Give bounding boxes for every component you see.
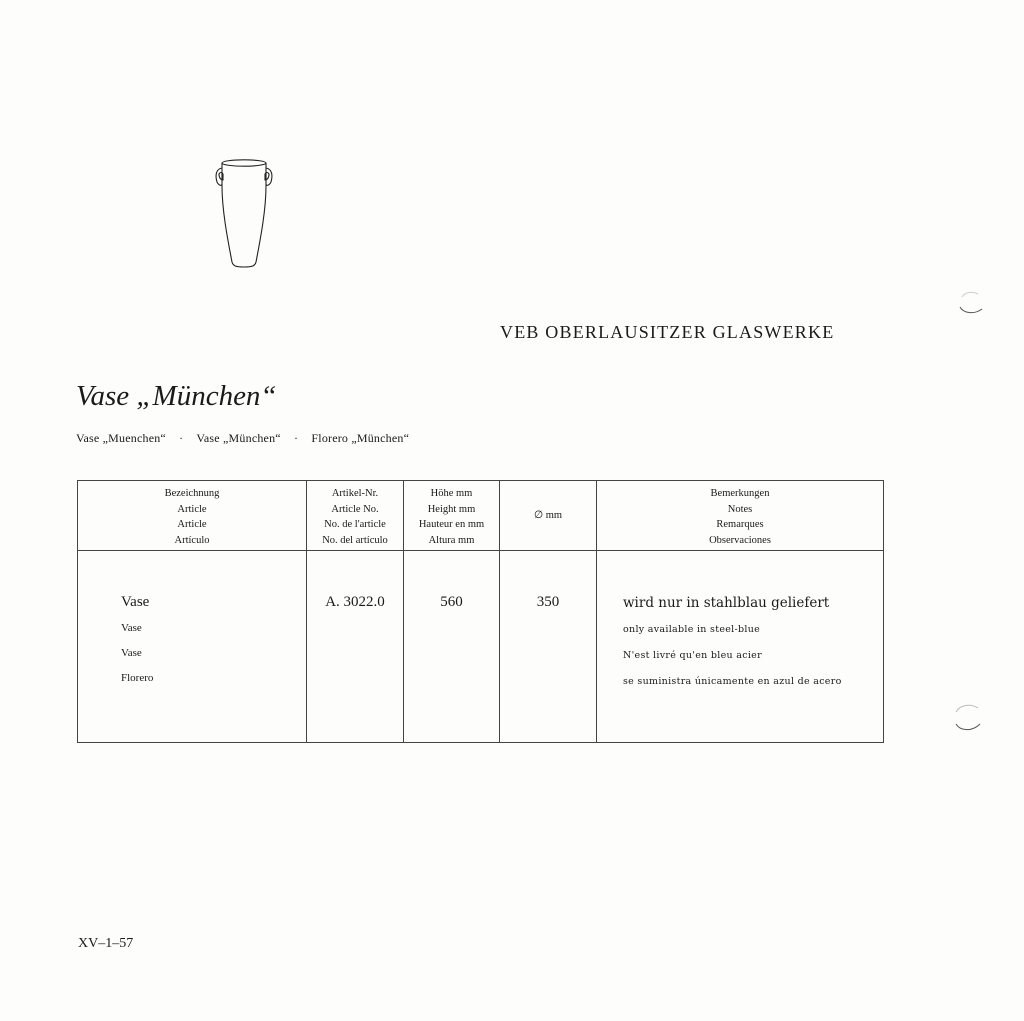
note-es: se suministra únicamente en azul de acero [623, 676, 842, 687]
cell-designation [78, 551, 307, 743]
cell-height: 560 [404, 551, 500, 743]
designation-en: Vase [121, 622, 142, 634]
specification-table [77, 480, 884, 743]
vase-drawing-icon [208, 156, 278, 272]
translation-de: Vase „Muenchen“ [76, 431, 166, 445]
translation-es: Florero „München“ [311, 431, 410, 445]
page-code: XV–1–57 [78, 936, 134, 951]
designation-fr: Vase [121, 647, 142, 659]
cell-diameter: 350 [500, 551, 597, 743]
header-diameter: ∅ mm [500, 481, 597, 551]
company-name: VEB OBERLAUSITZER GLASWERKE [500, 322, 835, 342]
cell-notes [597, 551, 884, 743]
header-designation: Bezeichnung Article Article Artículo [78, 481, 307, 551]
header-notes: Bemerkungen Notes Remarques Observaciones [597, 481, 884, 551]
note-en: only available in steel-blue [623, 624, 761, 635]
designation-es: Florero [121, 672, 154, 684]
separator: · [294, 431, 299, 445]
punch-hole-icon [956, 287, 986, 317]
cell-article-no: A. 3022.0 [307, 551, 404, 743]
product-title: Vase „München“ [76, 380, 277, 412]
punch-hole-icon [952, 702, 982, 732]
translation-en: Vase „München“ [196, 431, 281, 445]
product-translations [76, 431, 409, 446]
table-header-row [78, 481, 884, 551]
separator: · [179, 431, 184, 445]
note-de: wird nur in stahlblau geliefert [623, 595, 830, 611]
note-fr: N'est livré qu'en bleu acier [623, 650, 762, 661]
table-row [78, 551, 884, 743]
header-article-no: Artikel-Nr. Article No. No. de l'article No. del artículo [307, 481, 404, 551]
header-height: Höhe mm Height mm Hauteur en mm Altura mm [404, 481, 500, 551]
designation-de: Vase [121, 594, 150, 610]
